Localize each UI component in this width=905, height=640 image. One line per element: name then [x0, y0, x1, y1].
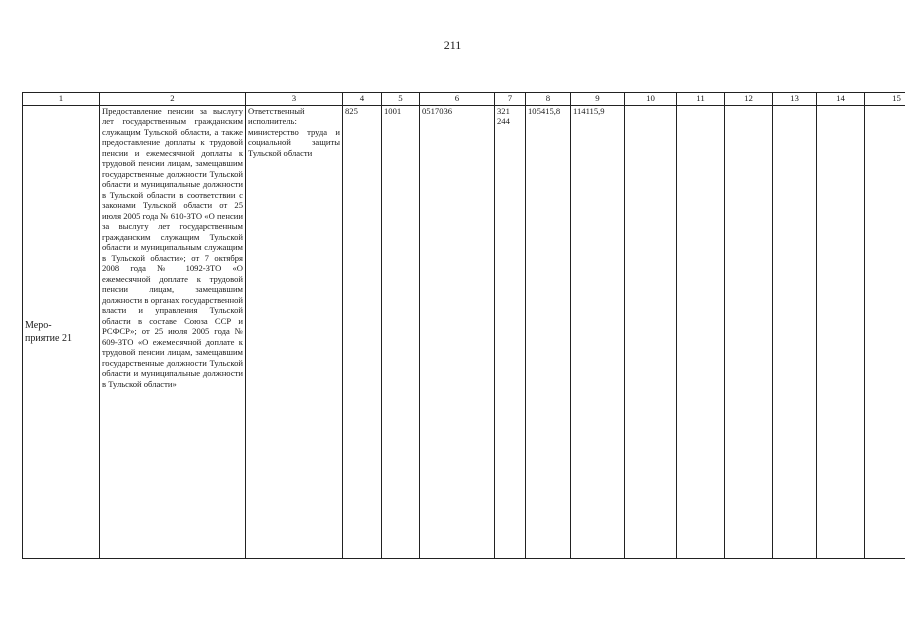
value-cell-10 — [625, 106, 677, 559]
column-header-9: 9 — [571, 93, 625, 106]
column-header-10: 10 — [625, 93, 677, 106]
column-header-2: 2 — [100, 93, 246, 106]
column-header-5: 5 — [382, 93, 420, 106]
header-row — [23, 93, 905, 106]
column-header-15: 15 — [865, 93, 905, 106]
column-header-4: 4 — [343, 93, 382, 106]
budget-table — [22, 92, 905, 559]
column-header-3: 3 — [246, 93, 343, 106]
column-header-13: 13 — [773, 93, 817, 106]
vr-code-1: 321 — [497, 106, 510, 116]
table-row — [23, 106, 905, 559]
csr-cell: 0517036 — [420, 106, 495, 559]
value-cell-11 — [677, 106, 725, 559]
event-cell — [23, 106, 100, 559]
event-label-line1: Меро- — [25, 319, 52, 331]
value-cell-8: 105415,8 — [526, 106, 571, 559]
vr-code-2: 244 — [497, 116, 510, 127]
value-cell-12 — [725, 106, 773, 559]
column-header-1: 1 — [23, 93, 100, 106]
executor-cell: Ответственный исполнитель: министерство труда и социальной защиты Тульской области — [246, 106, 343, 559]
column-header-11: 11 — [677, 93, 725, 106]
vr-cell — [495, 106, 526, 559]
description-cell: Предоставление пенсии за выслугу лет государственным гражданским служащим Тульской области, а также предоставление доплаты к трудовой пенсии и ежемесячной доплаты к трудовой пенсии лицам, замещавшим государственные должности Тульской области и муниципальные должности в Тульской области в соответствии с законами Тульской области от 25 июля 2005 года № 610-ЗТО «О пенсии за выслугу лет государственным гражданским служащим Тульской области и муниципальным служащим в Тульской области»; от 7 октября 2008 года № 1092-ЗТО «О ежемесячной доплате к трудовой пенсии лицам, замещавшим должности в органах государственной власти и управления Тульской области в составе Союза ССР и РСФСР»; от 25 июля 2005 года № 609-ЗТО «О ежемесячной доплате к трудовой пенсии лицам, замещавшим государственные должности Тульской области и муниципальные должности в Тульской области» — [100, 106, 246, 559]
page-number: 211 — [443, 38, 462, 52]
value-cell-9: 114115,9 — [571, 106, 625, 559]
column-header-12: 12 — [725, 93, 773, 106]
column-header-14: 14 — [817, 93, 865, 106]
rzpr-cell: 1001 — [382, 106, 420, 559]
value-cell-15 — [865, 106, 905, 559]
event-label-line2: приятие 21 — [25, 333, 72, 344]
column-header-8: 8 — [526, 93, 571, 106]
column-header-6: 6 — [420, 93, 495, 106]
value-cell-13 — [773, 106, 817, 559]
grbs-cell: 825 — [343, 106, 382, 559]
column-header-7: 7 — [495, 93, 526, 106]
value-cell-14 — [817, 106, 865, 559]
